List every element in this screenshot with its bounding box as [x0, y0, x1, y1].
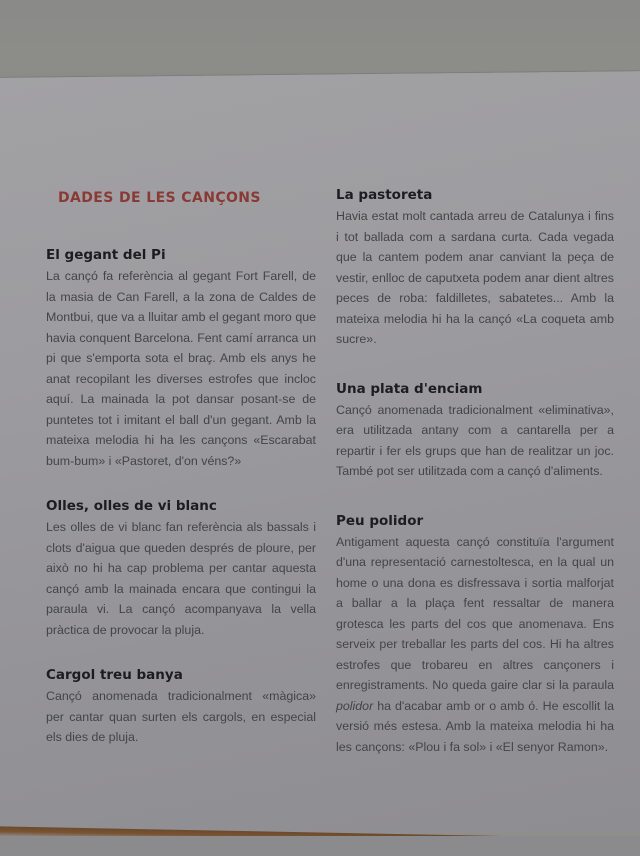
song-description: La cançó fa referència al gegant Fort Farell, de la masia de Can Farell, a la zona de Caldes de Montbui, que va a lluitar amb el gegant moro que havia conquent Barcelona. Fent camí arranca un pi que s'emporta sota el braç. Amb els anys he anat recopilant les diverses estrofes que incloc aquí. La mainada la pot dansar posant-se de puntetes tot i imitant el ball d'un gegant. Amb la mateixa melodia hi ha les cançons «Escarabat bum-bum» i «Pastoret, d'on véns?» — [46, 269, 316, 468]
song-description — [336, 532, 614, 758]
song-entry-olles-olles-de-vi-blanc — [46, 497, 316, 640]
song-title: El gegant del Pi — [46, 247, 166, 263]
italic-word: polidor — [336, 698, 374, 713]
song-description: Les olles de vi blanc fan referència als bassals i clots d'aigua que queden després de ploure, per això no hi ha cap problema per cantar aquesta cançó amb la mainada encara que contingui la paraula vi. La cançó acompanyava la vella pràctica de provocar la pluja. — [46, 520, 316, 637]
song-description: Havia estat molt cantada arreu de Catalunya i fins i tot ballada com a sardana curta. Cada vegada que la cantem podem anar canviant la peça de vestir, enlloc de caputxeta podem anar dient altres peces de roba: faldilletes, sabatetes... Amb la mateixa melodia hi ha la cançó «La coqueta amb sucre». — [336, 209, 614, 346]
song-description: Cançó anomenada tradicionalment «eliminativa», era utilitzada antany com a cantarella per a repartir i fer els grups que han de realitzar un joc. També pot ser utilitzada com a cançó d'aliments. — [336, 402, 614, 478]
song-title: La pastoreta — [336, 187, 433, 203]
section-heading: DADES DE LES CANÇONS — [58, 190, 261, 206]
right-column — [336, 186, 614, 783]
song-entry-peu-polidor — [336, 512, 614, 758]
left-column — [46, 186, 316, 774]
song-title: Una plata d'enciam — [336, 380, 483, 397]
background-surface-bottom — [0, 836, 640, 856]
song-description: Cançó anomenada tradicionalment «màgica» per cantar quan surten els cargols, en especial els dies de pluja. — [46, 689, 316, 744]
song-entry-la-pastoreta — [336, 186, 614, 350]
song-title: Olles, olles de vi blanc — [46, 498, 217, 514]
song-entry-una-plata-d-enciam — [336, 380, 614, 482]
description-part: ha d'acabar amb or o amb ó. He escollit la versió més estesa. Amb la mateixa melodia hi ha les cançons: «Plou i fa sol» i «El senyor Ramon». — [336, 698, 614, 754]
description-part: Antigament aquesta cançó constituïa l'argument d'una representació carnestoltesca, en la qual un home o una dona es disfressava i sortia malforjat a ballar a la plaça fent ressaltar de manera grotesca les parts del cos que anomenava. Ens serveix per treballar les parts del cos. Hi ha altres estrofes que trobareu en altres cançoners i enregistraments. No queda gaire clar si la paraula — [336, 534, 614, 692]
song-title: Cargol treu banya — [46, 667, 183, 683]
song-entry-cargol-treu-banya — [46, 666, 316, 748]
song-title: Peu polidor — [336, 512, 424, 529]
song-entry-el-gegant-del-pi — [46, 246, 316, 471]
